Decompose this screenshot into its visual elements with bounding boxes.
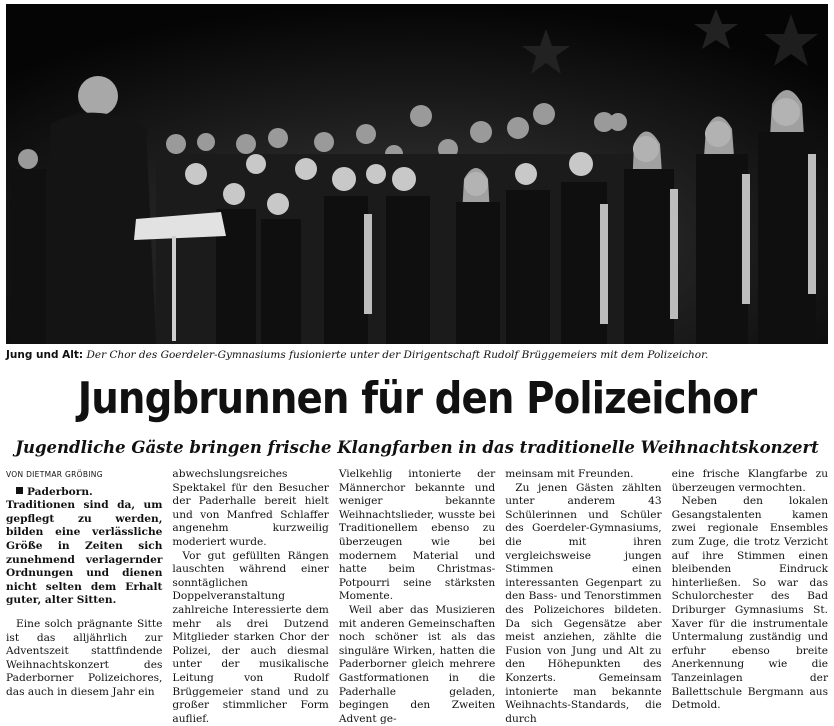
paragraph: abwechslungsreiches Spektakel für den Besucher der Paderhalle bereit hielt und von Manfred Schlaffer angenehm kurzweilig moderiert wurde. <box>172 468 329 548</box>
author-byline: VON DIETMAR GRÖBING <box>6 470 103 479</box>
lead-text: Paderborn. Traditionen sind da, um gepflegt zu werden, bilden eine verlässliche Größe in Zeiten sich zunehmend verlagernder Ordnungen und dienen nicht selten dem Erhalt guter, alter Sitten. <box>6 485 163 607</box>
article-column-4 <box>505 468 662 725</box>
photo-caption <box>6 348 828 362</box>
subheadline: Jugendliche Gäste bringen frische Klangfarben in das traditionelle Weihnachtskonzert <box>15 438 819 457</box>
bullet-square-icon <box>16 487 23 494</box>
choir-photo <box>6 4 828 344</box>
paragraph: eine frische Klangfarbe zu überzeugen vermochten. <box>671 468 829 494</box>
article-body <box>6 468 829 725</box>
paragraph: Zu jenen Gästen zählten unter anderem 43 Schülerinnen und Schüler des Goerdeler-Gymnasiums, die mit ihren vergleichsweise jungen Stimmen einen interessanten Gegenpart zu den Bass- und Tenorstimmen des Polizeichores bildeten. Da sich Gegensätze aber meist anziehen, zählte die Fusion von Jung und Alt zu den Höhepunkten des Konzerts. Gemeinsam intonierte man bekannte Weihnachts-Standards, die durch <box>505 481 662 725</box>
paragraph: Weil aber das Musizieren mit anderen Gemeinschaften noch schöner ist als das singuläre Wirken, hatten die Paderborner gleich mehrere Gastformationen in die Paderhalle geladen, begingen den Zweiten Advent ge- <box>338 603 496 725</box>
article-column-1 <box>6 468 163 698</box>
paragraph: Vor gut gefüllten Rängen lauschten während einer sonntäglichen Doppelveranstaltung zahlreiche Interessierte dem mehr als drei Dutzend Mitglieder starken Chor der Polizei, der auch diesmal unter der musikalische Leitung von Rudolf Brüggemeier stand und zu großer stimmlicher Form auflief. <box>172 549 329 725</box>
paragraph: Eine solch prägnante Sitte ist das alljährlich zur Adventszeit stattfindende Weihnachtskonzert des Paderborner Polizeichores, das auch in diesem Jahr ein <box>6 617 163 698</box>
article-column-2 <box>172 468 329 725</box>
article-column-3 <box>338 468 496 725</box>
caption-lead: Jung und Alt: <box>6 349 84 361</box>
paragraph: Neben den lokalen Gesangstalenten kamen zwei regionale Ensembles zum Zuge, die trotz Verzicht auf ihre Stimmen einen bleibenden Eindruck hinterließen. So war das Schulorchester des Bad Driburger Gymnasiums St. Xaver für die instrumentale Untermalung zuständig und erfuhr ebenso breite Anerkennung wie die Tanzeinlagen der Ballettschule Bergmann aus Detmold. <box>671 495 829 712</box>
lead-paragraph <box>6 486 162 608</box>
caption-text: Der Chor des Goerdeler-Gymnasiums fusionierte unter der Dirigentschaft Rudolf Brüggemeiers mit dem Polizeichor. <box>86 349 709 361</box>
headline: Jungbrunnen für den Polizeichor <box>77 373 757 424</box>
paragraph: meinsam mit Freunden. <box>505 468 634 480</box>
article-column-5 <box>671 468 829 712</box>
paragraph: Vielkehlig intonierte der Männerchor bekannte und weniger bekannte Weihnachtslieder, wusste bei Traditionellem ebenso zu überzeugen wie bei modernem Material und hatte beim Christmas-Potpourri seine stärksten Momente. <box>338 468 496 603</box>
choir-photo-illustration <box>6 4 828 344</box>
